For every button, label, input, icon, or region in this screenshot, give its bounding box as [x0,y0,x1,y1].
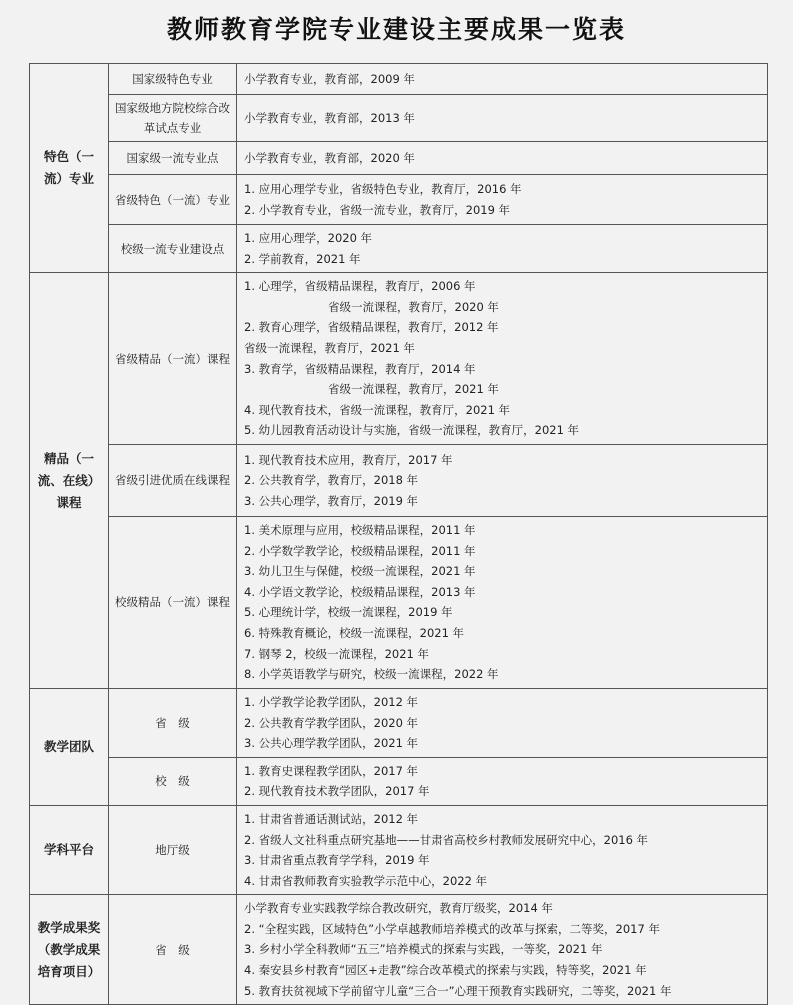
table-row [30,805,768,894]
list-item: 2. 现代教育技术教学团队，2017 年 [244,784,430,799]
subcategory-label: 国家级特色专业 [132,72,213,86]
table-row [30,516,768,688]
list-item: 3. 甘肃省重点教育学学科，2019 年 [244,853,430,868]
list-item: 小学教育专业实践教学综合教改研究，教育厅级奖，2014 年 [244,901,553,916]
items-cell [237,688,768,757]
list-item: 1. 现代教育技术应用，教育厅，2017 年 [244,452,453,467]
table-row [30,225,768,273]
category-label: 精品（一流、在线）课程 [37,450,101,510]
subcategory-label: 省 级 [155,942,190,957]
items-cell [237,175,768,225]
list-item: 4. 秦安县乡村教育“园区+走教”综合改革模式的探索与实践，特等奖，2021 年 [244,963,647,978]
category-cell [30,273,109,689]
category-cell [30,895,109,1005]
list-item: 2. 公共教育学，教育厅，2018 年 [244,473,419,488]
table-row [30,757,768,805]
items-cell [237,757,768,805]
table-row [30,142,768,175]
subcategory-cell [109,175,237,225]
category-cell [30,64,109,273]
table-row [30,273,768,445]
list-item: 3. 公共心理学教学团队，2021 年 [244,736,419,751]
items-cell [237,805,768,894]
achievements-table [29,63,768,1005]
list-item: 2. 小学数学教学论，校级精品课程，2011 年 [244,543,476,558]
subcategory-label: 省级精品（一流）课程 [115,351,230,366]
table-row [30,444,768,516]
list-item: 省级一流课程，教育厅，2021 年 [328,382,499,397]
list-item: 2. 公共教育学教学团队，2020 年 [244,715,419,730]
list-item: 2. “全程实践，区域特色”小学卓越教师培养模式的改革与探索，二等奖，2017 年 [244,921,660,936]
list-item: 1. 心理学，省级精品课程，教育厅，2006 年 [244,279,476,294]
subcategory-label: 国家级一流专业点 [126,151,219,165]
list-item: 省级一流课程，教育厅，2020 年 [328,299,499,314]
subcategory-label: 省级引进优质在线课程 [115,473,230,488]
table-row [30,64,768,95]
subcategory-cell [109,95,237,142]
subcategory-label: 省级特色（一流）专业 [115,192,230,207]
category-label: 学科平台 [43,842,94,858]
subcategory-cell [109,757,237,805]
list-item: 1. 应用心理学，2020 年 [244,231,373,245]
list-item: 2. 教育心理学，省级精品课程，教育厅，2012 年 [244,320,499,335]
list-item: 1. 小学教学论教学团队，2012 年 [244,694,419,709]
items-cell [237,516,768,688]
list-item: 小学教育专业，教育部，2013 年 [244,110,415,125]
subcategory-cell [109,142,237,175]
page-title: 教师教育学院专业建设主要成果一览表 [166,15,626,44]
table-row [30,175,768,225]
list-item: 1. 甘肃省普通话测试站，2012 年 [244,811,419,826]
subcategory-label: 国家级地方院校综合改革试点专业 [115,101,230,135]
list-item: 4. 现代教育技术，省级一流课程，教育厅，2021 年 [244,402,511,417]
list-item: 2. 省级人文社科重点研究基地——甘肃省高校乡村教师发展研究中心，2016 年 [244,832,649,847]
items-cell [237,895,768,1005]
subcategory-cell [109,895,237,1005]
subcategory-label: 地厅级 [155,843,190,858]
list-item: 8. 小学英语教学与研究，校级一流课程，2022 年 [244,667,499,682]
list-item: 4. 甘肃省教师教育实验教学示范中心，2022 年 [244,873,488,888]
list-item: 3. 公共心理学，教育厅，2019 年 [244,493,419,508]
list-item: 1. 美术原理与应用，校级精品课程，2011 年 [244,523,476,538]
list-item: 小学教育专业，教育部，2020 年 [244,150,415,165]
category-label: 教学团队 [43,738,94,754]
list-item: 3. 幼儿卫生与保健，校级一流课程，2021 年 [244,564,476,579]
list-item: 5. 幼儿园教育活动设计与实施，省级一流课程，教育厅，2021 年 [244,423,580,438]
table-row [30,895,768,1005]
subcategory-cell [109,273,237,445]
subcategory-label: 校级一流专业建设点 [120,241,225,256]
list-item: 7. 钢琴 2，校级一流课程，2021 年 [244,646,430,661]
list-item: 2. 小学教育专业，省级一流专业，教育厅，2019 年 [244,202,511,217]
list-item: 6. 特殊教育概论，校级一流课程，2021 年 [244,626,465,641]
list-item: 3. 乡村小学全科教师“五三”培养模式的探索与实践，一等奖，2021 年 [244,942,603,957]
subcategory-cell [109,64,237,95]
list-item: 3. 教育学，省级精品课程，教育厅，2014 年 [244,361,476,376]
list-item: 4. 小学语文教学论，校级精品课程，2013 年 [244,584,476,599]
items-cell [237,273,768,445]
category-label: 教学成果奖（教学成果培育项目） [37,919,101,979]
subcategory-label: 省 级 [155,715,190,730]
list-item: 5. 心理统计学，校级一流课程，2019 年 [244,605,453,620]
subcategory-cell [109,444,237,516]
list-item: 5. 教育扶贫视域下学前留守儿童“三合一”心理干预教育实践研究，二等奖，2021 年 [244,983,672,998]
subcategory-label: 校级精品（一流）课程 [115,595,230,610]
items-cell [237,142,768,175]
list-item: 省级一流课程，教育厅，2021 年 [244,340,415,355]
list-item: 小学教育专业，教育部，2009 年 [244,71,415,86]
list-item: 1. 应用心理学专业，省级特色专业，教育厅，2016 年 [244,181,522,196]
items-cell [237,225,768,273]
table-row [30,688,768,757]
items-cell [237,64,768,95]
subcategory-label: 校 级 [155,774,190,789]
category-cell [30,805,109,894]
subcategory-cell [109,516,237,688]
table-row [30,95,768,142]
subcategory-cell [109,805,237,894]
list-item: 1. 教育史课程教学团队，2017 年 [244,763,419,778]
items-cell [237,95,768,142]
subcategory-cell [109,225,237,273]
items-cell [237,444,768,516]
category-label: 特色（一流）专业 [43,149,94,187]
list-item: 2. 学前教育，2021 年 [244,251,361,266]
category-cell [30,688,109,805]
subcategory-cell [109,688,237,757]
